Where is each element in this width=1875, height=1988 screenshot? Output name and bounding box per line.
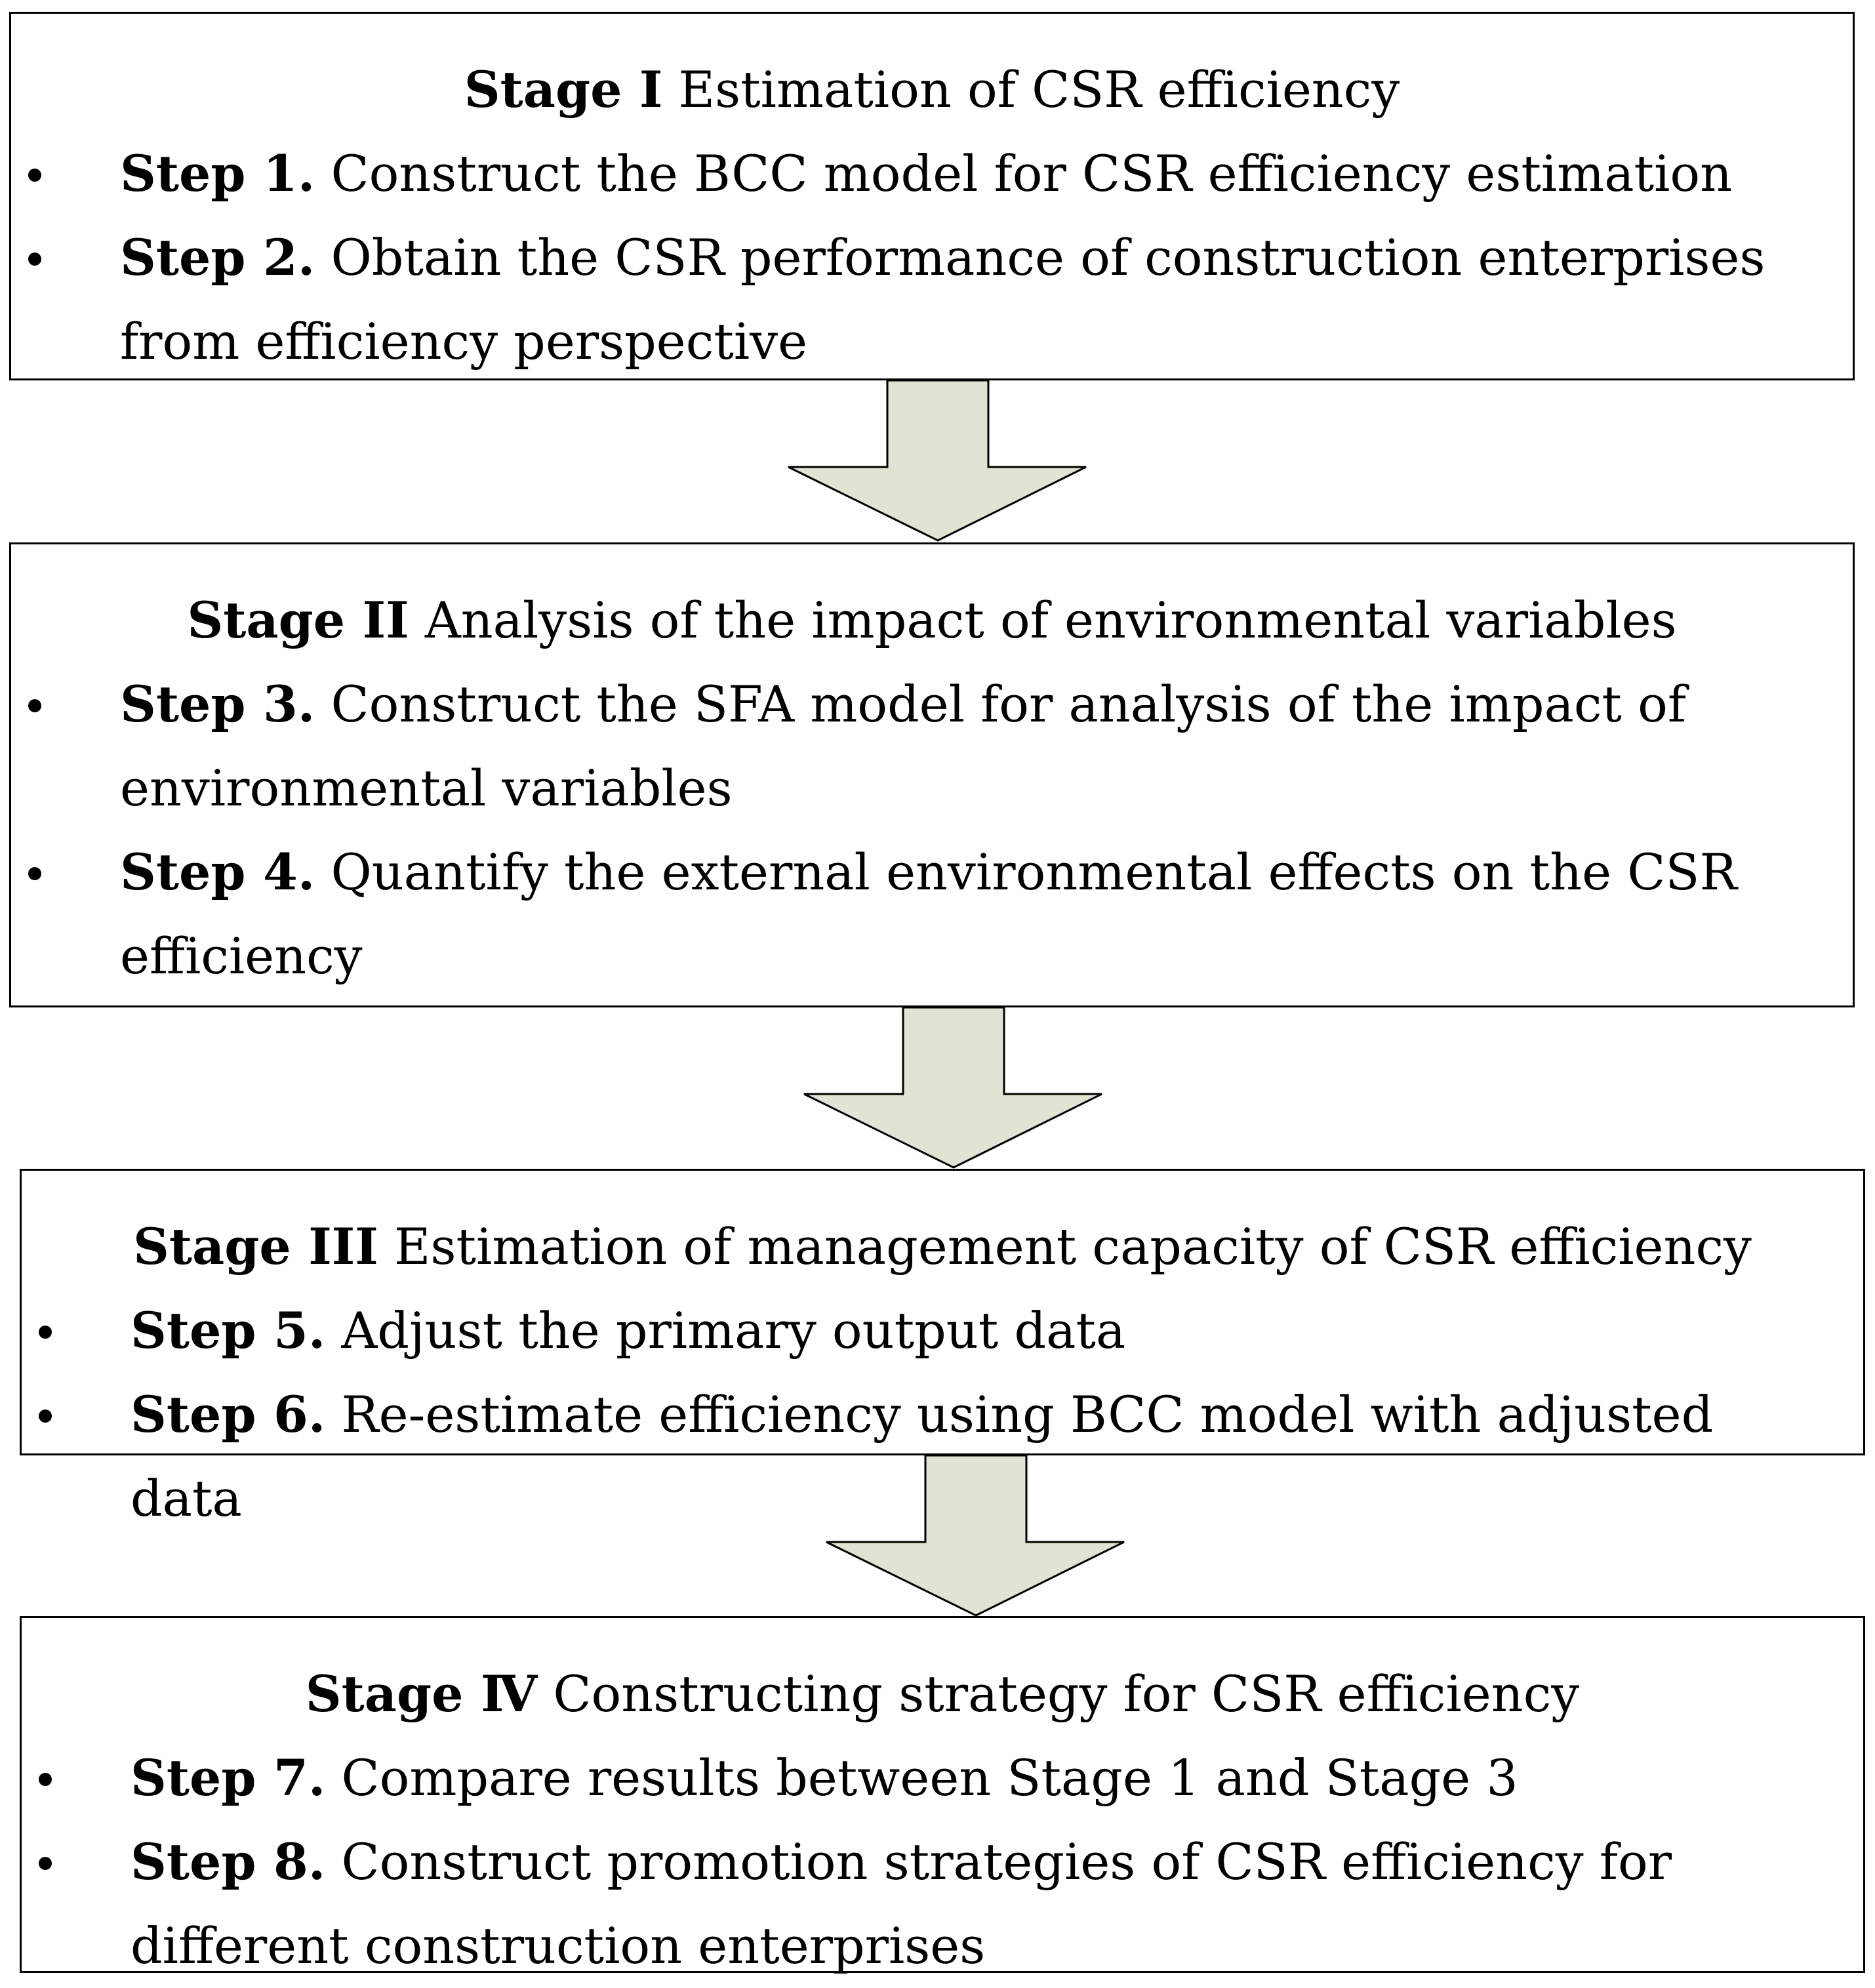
step-3-label: Step 3. — [120, 675, 315, 733]
stage-2-title — [11, 578, 1853, 662]
stage-3-box — [20, 1169, 1865, 1528]
step-1-label: Step 1. — [120, 144, 315, 203]
step-1 — [11, 132, 1821, 216]
step-7-text: Compare results between Stage 1 and Stage 3 — [325, 1749, 1518, 1807]
step-8 — [22, 1820, 1832, 1988]
arrow-1-shape — [788, 380, 1086, 540]
step-3 — [11, 662, 1821, 830]
stage-2-label: Stage II — [187, 591, 409, 649]
stage-4-steps — [22, 1736, 1832, 1988]
step-2 — [11, 216, 1821, 384]
bullet-icon — [39, 1326, 52, 1339]
stage-4-label: Stage Ⅳ — [305, 1665, 538, 1723]
stage-2-box — [9, 542, 1855, 1007]
down-arrow-icon — [800, 1006, 1108, 1170]
step-4-text: Quantify the external environmental effects on the CSR efficiency — [120, 843, 1737, 985]
step-5 — [22, 1289, 1832, 1373]
stage-2-steps — [11, 662, 1821, 998]
bullet-icon — [28, 699, 41, 712]
step-7-label: Step 7. — [131, 1749, 326, 1807]
step-5-label: Step 5. — [131, 1301, 326, 1360]
stage-2-title-text: Analysis of the impact of environmental variables — [409, 591, 1677, 649]
bullet-icon — [39, 1410, 52, 1423]
bullet-icon — [39, 1857, 52, 1870]
step-8-text: Construct promotion strategies of CSR efficiency for different construction enterprises — [131, 1833, 1672, 1975]
step-1-text: Construct the BCC model for CSR efficiency estimation — [315, 144, 1733, 203]
step-2-text: Obtain the CSR performance of construction enterprises from efficiency perspective — [120, 228, 1765, 371]
stage-1-title — [11, 48, 1853, 132]
stage-3-label: Stage III — [133, 1217, 378, 1276]
bullet-icon — [39, 1773, 52, 1786]
stage-4-title-text: Constructing strategy for CSR efficiency — [537, 1665, 1580, 1723]
step-5-text: Adjust the primary output data — [325, 1301, 1126, 1360]
step-7 — [22, 1736, 1832, 1820]
arrow-3-shape — [826, 1455, 1124, 1615]
stage-4-title — [22, 1652, 1863, 1736]
bullet-icon — [28, 253, 41, 266]
down-arrow-icon — [784, 379, 1093, 543]
stage-1-label: Stage I — [464, 60, 663, 119]
stage-1-box — [9, 12, 1855, 380]
stage-1-steps — [11, 132, 1821, 384]
stage-3-title — [22, 1205, 1863, 1289]
step-2-label: Step 2. — [120, 228, 315, 287]
stage-4-box — [20, 1616, 1865, 1973]
step-6-label: Step 6. — [131, 1385, 326, 1444]
stage-1-title-text: Estimation of CSR efficiency — [662, 60, 1400, 119]
stage-3-title-text: Estimation of management capacity of CSR efficiency — [378, 1217, 1752, 1276]
step-3-text: Construct the SFA model for analysis of the impact of environmental variables — [120, 675, 1686, 817]
step-6-text: Re-estimate efficiency using BCC model with adjusted data — [131, 1385, 1714, 1528]
bullet-icon — [28, 867, 41, 880]
arrow-2-shape — [804, 1007, 1102, 1167]
step-4 — [11, 830, 1821, 998]
down-arrow-icon — [822, 1454, 1131, 1618]
step-4-label: Step 4. — [120, 843, 315, 901]
step-8-label: Step 8. — [131, 1833, 326, 1891]
bullet-icon — [28, 169, 41, 182]
